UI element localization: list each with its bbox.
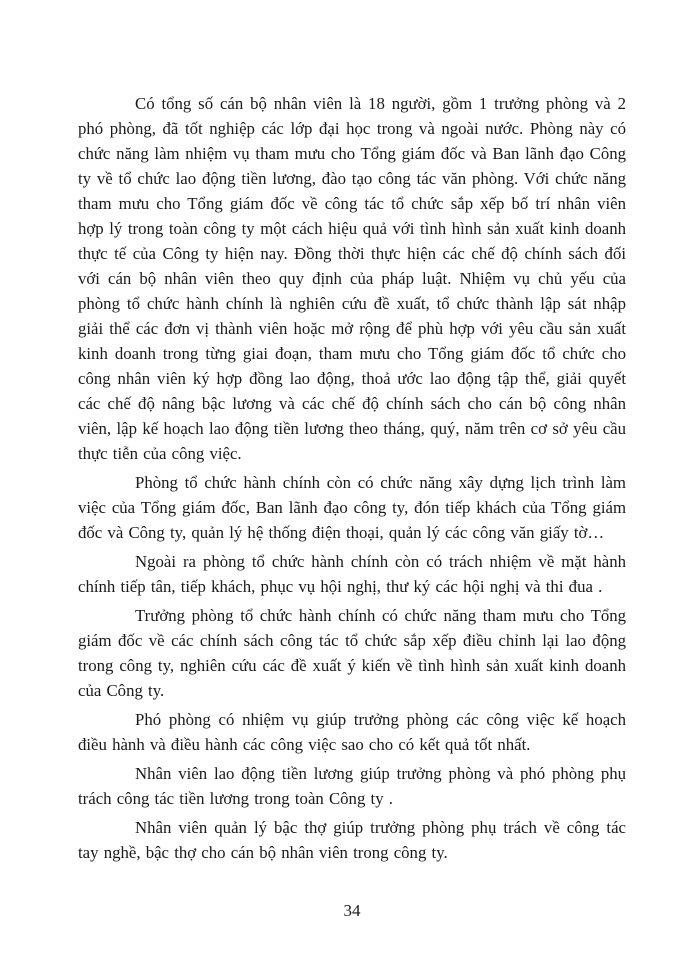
paragraph-3: Ngoài ra phòng tổ chức hành chính còn có trách nhiệm về mặt hành chính tiếp tân, tiếp khách, phục vụ hội nghị, thư ký các hội nghị và thi đua . [78, 552, 626, 596]
paragraph-5: Phó phòng có nhiệm vụ giúp trưởng phòng các công việc kế hoạch điều hành và điều hành các công việc sao cho có kết quả tốt nhất. [78, 710, 626, 754]
paragraph-6: Nhân viên lao động tiền lương giúp trưởng phòng và phó phòng phụ trách công tác tiền lương trong toàn Công ty . [78, 764, 626, 808]
paragraph-1: Có tổng số cán bộ nhân viên là 18 người, gồm 1 trưởng phòng và 2 phó phòng, đã tốt nghiệp các lớp đại học trong và ngoài nước. Phòng này có chức năng làm nhiệm vụ tham mưu cho Tổng giám đốc và Ban lãnh đạo Công ty về tổ chức lao động tiền lương, đào tạo công tác văn phòng. Với chức năng tham mưu cho Tổng giám đốc về công tác tổ chức sắp xếp bố trí nhân viên hợp lý trong toàn công ty một cách hiệu quả với tình hình sản xuất kinh doanh thực tế của Công ty hiện nay. Đồng thời thực hiện các chế độ chính sách đối với cán bộ nhân viên theo quy định của pháp luật. Nhiệm vụ chủ yếu của phòng tổ chức hành chính là nghiên cứu đề xuất, tổ chức thành lập sát nhập giải thể các đơn vị thành viên hoặc mở rộng để phù hợp với yêu cầu sản xuất kinh doanh trong từng giai đoạn, tham mưu cho Tổng giám đốc tổ chức cho công nhân viên ký hợp đồng lao động, thoả ước lao động tập thể, giải quyết các chế độ nâng bậc lương và các chế độ chính sách cho cán bộ công nhân viên, lập kế hoạch lao động tiền lương theo tháng, quý, năm trên cơ sở yêu cầu thực tiễn của công việc. [78, 94, 626, 463]
page-number: 34 [343, 901, 361, 920]
paragraph-2: Phòng tổ chức hành chính còn có chức năng xây dựng lịch trình làm việc của Tổng giám đốc, Ban lãnh đạo công ty, đón tiếp khách của Tổng giám đốc và Công ty, quản lý hệ thống điện thoại, quản lý các công văn giấy tờ… [78, 473, 626, 542]
paragraph-4: Trưởng phòng tổ chức hành chính có chức năng tham mưu cho Tổng giám đốc về các chính sách công tác tổ chức sắp xếp điều chỉnh lại lao động trong công ty, nghiên cứu các đề xuất ý kiến về tình hình sản xuất kinh doanh của Công ty. [78, 606, 626, 700]
page-body [78, 91, 626, 869]
paragraph-7: Nhân viên quản lý bậc thợ giúp trưởng phòng phụ trách về công tác tay nghề, bậc thợ cho cán bộ nhân viên trong công ty. [78, 818, 626, 862]
